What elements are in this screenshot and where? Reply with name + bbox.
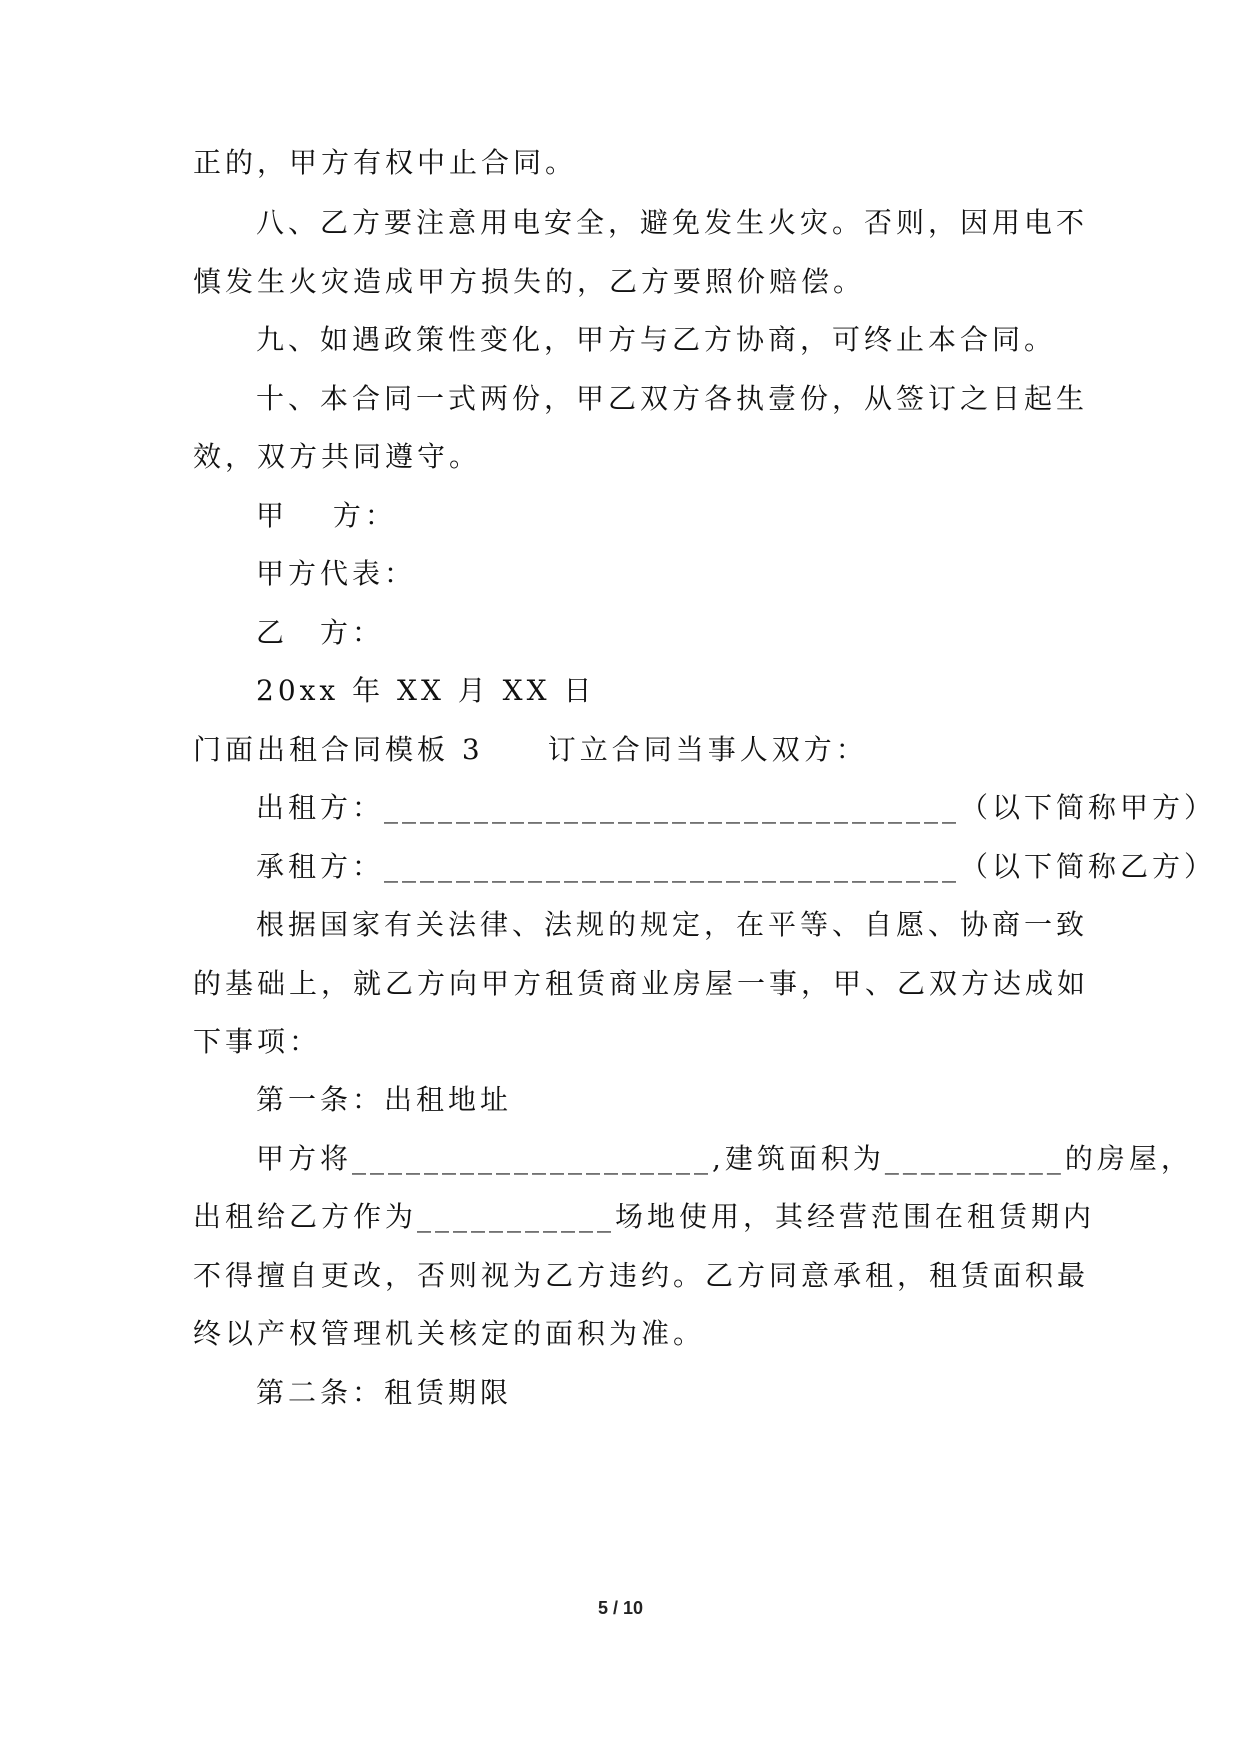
signature-party-a-representative: 甲方代表： (256, 557, 417, 590)
text-line: 十、本合同一式两份，甲乙双方各执壹份，从签订之日起生 (256, 382, 1089, 415)
text-line: 根据国家有关法律、法规的规定，在平等、自愿、协商一致 (256, 908, 1089, 941)
text-line: 下事项： (193, 1025, 322, 1058)
text-line: 出租给乙方作为___________场地使用，其经营范围在租赁期内 (193, 1200, 1096, 1233)
text-line: 正的，甲方有权中止合同。 (193, 146, 578, 179)
text-line: 终以产权管理机关核定的面积为准。 (193, 1317, 706, 1350)
text-line: 不得擅自更改，否则视为乙方违约。乙方同意承租，租赁面积最 (193, 1259, 1090, 1292)
text-line: 九、如遇政策性变化，甲方与乙方协商，可终止本合同。 (256, 323, 1057, 356)
lessor-field: 出租方：________________________________（以下简称甲方） (256, 791, 1217, 824)
signature-date: 20xx 年 XX 月 XX 日 (256, 674, 596, 707)
text-line: 的基础上，就乙方向甲方租赁商业房屋一事，甲、乙双方达成如 (193, 967, 1090, 1000)
article-heading: 第二条：租赁期限 (256, 1376, 513, 1409)
article-heading: 第一条：出租地址 (256, 1083, 513, 1116)
signature-party-b: 乙 方： (256, 616, 385, 649)
text-line: 甲方将____________________,建筑面积为__________的房屋， (256, 1142, 1193, 1175)
section-title: 门面出租合同模板 3 订立合同当事人双方： (193, 733, 868, 766)
text-line: 慎发生火灾造成甲方损失的，乙方要照价赔偿。 (193, 265, 866, 298)
text-line: 效，双方共同遵守。 (193, 440, 482, 473)
lessee-field: 承租方：________________________________（以下简称乙方） (256, 850, 1217, 883)
page-number: 5 / 10 (597, 1598, 644, 1618)
text-line: 八、乙方要注意用电安全，避免发生火灾。否则，因用电不 (256, 206, 1089, 239)
signature-party-a: 甲 方： (256, 499, 397, 532)
